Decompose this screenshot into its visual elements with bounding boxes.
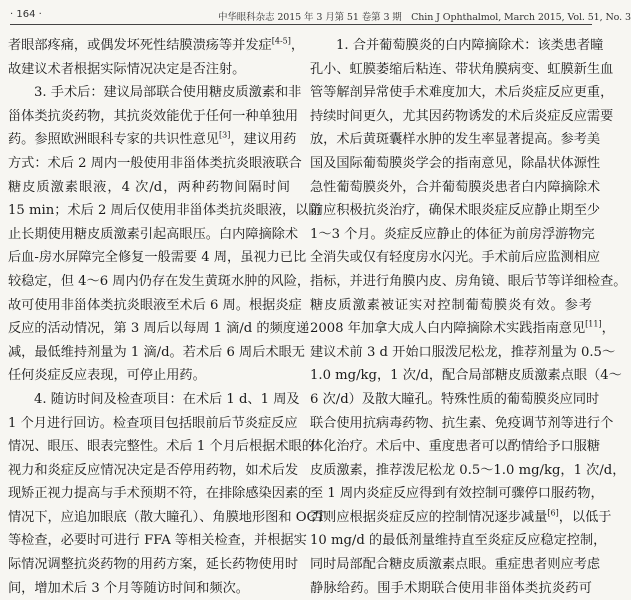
text-line: 前应积极抗炎治疗，确保术眼炎症反应静止期至少	[310, 203, 601, 219]
text-line: 否则应根据炎症反应的控制情况逐步减量[6]，以低于	[310, 508, 612, 525]
text-line: 1 个月进行回访。检查项目包括眼前后节炎症反应	[8, 415, 298, 431]
text-line: 间，增加术后 3 个月等随访时间和频次。	[8, 580, 249, 596]
citation-ref: [4-5]	[271, 36, 291, 46]
text-line: 1. 合并葡萄膜炎的白内障摘除术：该类患者瞳	[336, 38, 604, 53]
text-line: 15 min；术后 2 周后仅使用非甾体类抗炎眼液，以防	[8, 203, 322, 219]
text-line: 持续时间更久，尤其因药物诱发的术后炎症反应需要	[310, 108, 614, 124]
text-line: 甾体类抗炎药物，其抗炎效能优于任何一种单独用	[8, 108, 299, 124]
journal-info: 中华眼科杂志 2015 年 3 月第 51 卷第 3 期 Chin J Ophthalmol, March 2015, Vol. 51, No. 3	[218, 12, 631, 23]
text-line: 国及国际葡萄膜炎学会的指南意见，除晶状体源性	[310, 155, 601, 171]
text-line: 管等解剖异常使手术难度加大，术后炎症反应更重，	[310, 85, 614, 101]
page-number: · 164 ·	[10, 9, 42, 20]
text-line: 指标，并进行角膜内皮、房角镜、眼后节等详细检查。	[310, 273, 627, 289]
text-line: 3. 手术后：建议局部联合使用糖皮质激素和非	[34, 85, 302, 101]
right-column	[310, 34, 627, 600]
text-line: 体化治疗。术后中、重度患者可以酌情给予口服糖	[310, 439, 601, 455]
text-line: 2008 年加拿大成人白内障摘除术实践指南意见[11]，	[310, 319, 615, 337]
text-line: 者眼部疼痛，或偶发坏死性结膜溃疡等并发症[4-5]，	[8, 36, 305, 53]
text-line: 任何炎症反应表现，可停止用药。	[8, 368, 206, 384]
text-line: 全消失或仅有轻度房水闪光。手术前后应监测相应	[310, 250, 601, 266]
text-line: 皮质激素，推荐泼尼松龙 0.5～1.0 mg/kg，1 次/d，	[310, 462, 626, 478]
text-line: 糖皮质激素眼液，4 次/d，两种药物间隔时间	[8, 179, 290, 195]
text-line: 10 mg/d 的最低剂量维持直至炎症反应稳定控制，	[310, 533, 607, 549]
header-rule	[10, 24, 592, 25]
text-line: 建议术前 3 d 开始口服泼尼松龙，推荐剂量为 0.5～	[310, 344, 616, 360]
text-line: 糖皮质激素被证实对控制葡萄膜炎有效。参考	[310, 297, 592, 313]
text-line: 孔小、虹膜萎缩后粘连、带状角膜病变、虹膜新生血	[310, 61, 614, 77]
citation-ref: [3]	[219, 130, 231, 140]
text-line: 止长期使用糖皮质激素引起高眼压。白内障摘除术	[8, 226, 299, 242]
citation-ref: [6]	[547, 508, 559, 518]
text-line: 4. 随访时间及检查项目：在术后 1 d、1 周及	[34, 391, 300, 407]
text-line: 情况下，应追加眼底（散大瞳孔）、角膜地形图和 OCT	[8, 509, 326, 525]
text-line: 1.0 mg/kg，1 次/d，配合局部糖皮质激素点眼（4～	[310, 368, 622, 384]
text-line: 较稳定，但 4～6 周内仍存在发生黄斑水肿的风险，	[8, 273, 311, 289]
text-line: 视力和炎症反应情况决定是否停用药物，如术后发	[8, 462, 299, 478]
page-header	[0, 0, 631, 26]
text-line: 反应的活动情况，第 3 周后以每周 1 滴/d 的频度递	[8, 321, 310, 337]
text-line: 6 次/d）及散大瞳孔。特殊性质的葡萄膜炎应同时	[310, 391, 600, 407]
citation-ref: [11]	[585, 319, 602, 329]
text-line: 减，最低维持剂量为 1 滴/d。若术后 6 周后术眼无	[8, 344, 305, 360]
text-line: 急性葡萄膜炎外，合并葡萄膜炎患者白内障摘除术	[310, 179, 601, 195]
text-line: 后血-房水屏障完全修复一般需要 4 周，虽视力已比	[8, 250, 307, 266]
text-line: 故可使用非甾体类抗炎眼液至术后 6 周。根据炎症	[8, 297, 302, 313]
text-line: 现矫正视力提高与手术预期不符，在排除感染因素的	[8, 486, 312, 502]
left-column	[8, 34, 326, 600]
text-line: 药。参照欧洲眼科专家的共识性意见[3]，建议用药	[8, 130, 297, 148]
text-line: 故建议术者根据实际情况决定是否注射。	[8, 61, 246, 77]
text-line: 1～3 个月。炎症反应静止的体征为前房浮游物完	[310, 226, 595, 242]
text-line: 静脉给药。围手术期联合使用非甾体类抗炎药可	[310, 580, 592, 596]
text-line: 情况、眼压、眼表完整性。术后 1 个月后根据术眼的	[8, 439, 315, 455]
text-line: 等检查，必要时可进行 FFA 等相关检查，并根据实	[8, 533, 307, 549]
text-line: 联合使用抗病毒药物、抗生素、免疫调节剂等进行个	[310, 415, 614, 431]
text-line: 际情况调整抗炎药物的用药方案，延长药物使用时	[8, 557, 299, 573]
text-line: 方式：术后 2 周内一般使用非甾体类抗炎眼液联合	[8, 155, 302, 171]
text-line: 放，术后黄斑囊样水肿的发生率显著提高。参考美	[310, 132, 601, 148]
text-line: 同时局部配合糖皮质激素点眼。重症患者则应考虑	[310, 557, 601, 573]
text-line: 至 1 周内炎症反应得到有效控制可骤停口服药物，	[310, 486, 604, 502]
